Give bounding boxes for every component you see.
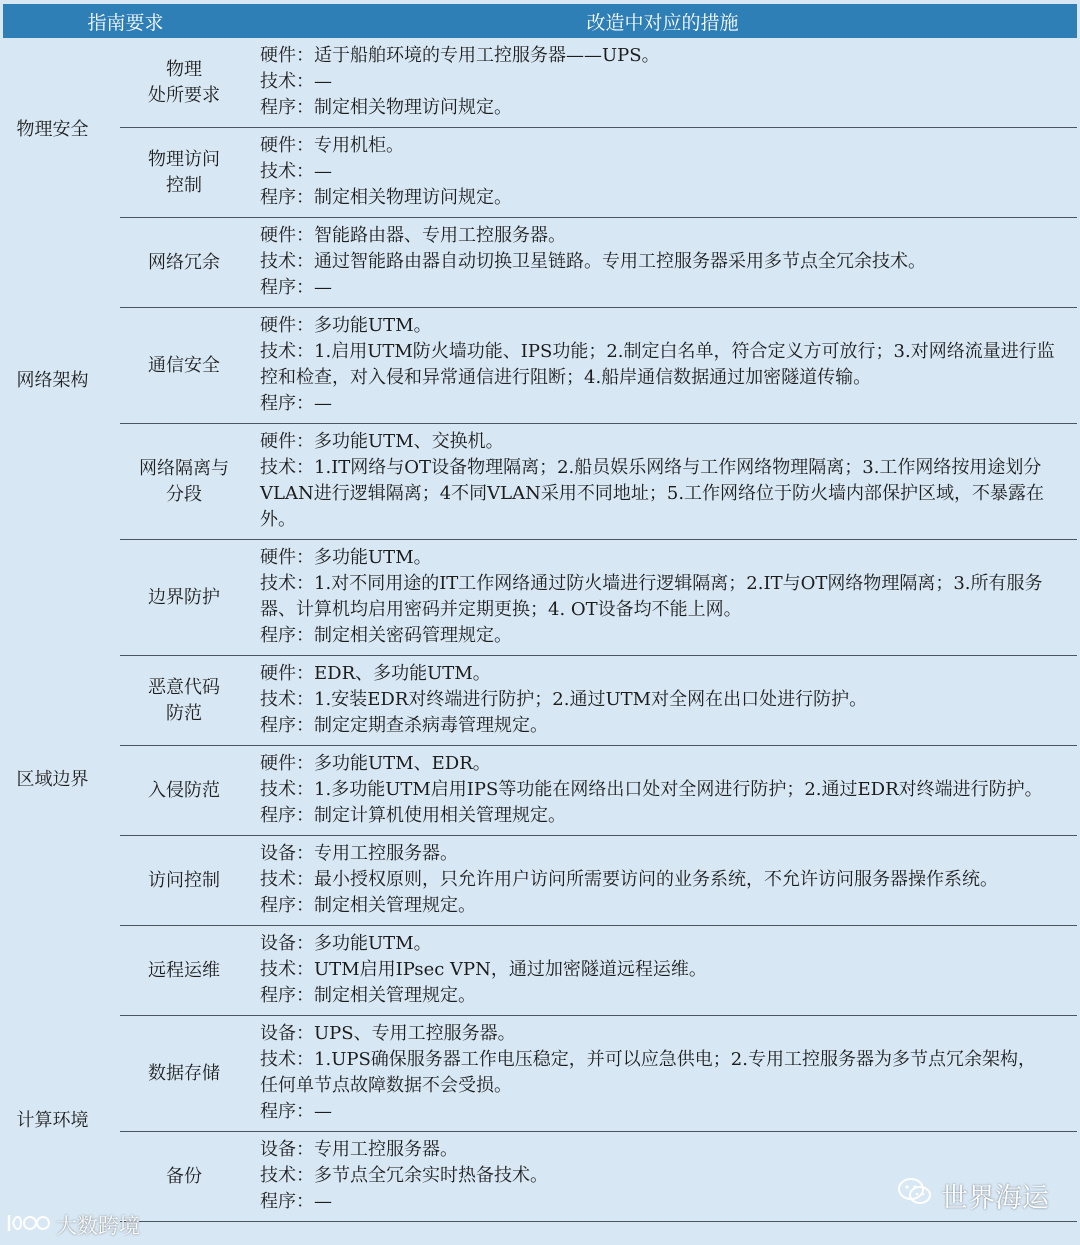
requirement-item-cell: [120, 424, 248, 540]
requirement-item-text: 控制: [166, 174, 202, 196]
table-row: [3, 540, 1077, 656]
measure-line: 技术：1.多功能UTM启用IPS等功能在网络出口处对全网进行防护；2.通过EDR对终端进行防护。: [260, 779, 1043, 800]
category-cell: 网络架构: [16, 369, 89, 391]
requirement-item-text: 处所要求: [148, 84, 220, 106]
measures-cell: [248, 656, 1077, 746]
measure-line: 硬件：智能路由器、专用工控服务器。: [260, 225, 567, 246]
requirement-item-cell: [120, 656, 248, 746]
measure-line: 控和检查，对入侵和异常通信进行阻断；4.船岸通信数据通过加密隧道传输。: [260, 367, 872, 388]
table-row: [3, 38, 1077, 128]
measure-line: 技术：UTM启用IPsec VPN，通过加密隧道远程运维。: [260, 959, 707, 980]
guideline-measures-table: [3, 4, 1077, 1222]
requirement-item-text: 通信安全: [148, 354, 220, 376]
measure-line: 技术：最小授权原则，只允许用户访问所需要访问的业务系统，不允许访问服务器操作系统。: [260, 869, 999, 890]
measure-line: 硬件：适于船舶环境的专用工控服务器——UPS。: [260, 45, 660, 66]
category-cell: 物理安全: [16, 118, 89, 140]
requirement-item-text: 入侵防范: [148, 779, 220, 801]
requirement-item-cell: [120, 836, 248, 926]
watermark-right: [897, 1176, 1049, 1215]
measure-line: 技术：多节点全冗余实时热备技术。: [260, 1165, 549, 1186]
measure-line: 技术：1.对不同用途的IT工作网络通过防火墙进行逻辑隔离；2.IT与OT网络物理隔离；3.所有服务: [260, 573, 1043, 594]
measure-line: 设备：UPS、专用工控服务器。: [260, 1023, 516, 1044]
measure-line: 硬件：多功能UTM。: [260, 315, 432, 336]
requirement-item-text: 分段: [166, 483, 202, 505]
requirement-item-text: 远程运维: [148, 959, 220, 981]
measures-cell: [248, 308, 1077, 424]
measure-line: 硬件：多功能UTM、交换机。: [260, 431, 504, 452]
table-row: [3, 746, 1077, 836]
header-corresponding-measures: 改造中对应的措施: [248, 4, 1077, 38]
measure-line: 器、计算机均启用密码并定期更换；4. OT设备均不能上网。: [260, 599, 742, 620]
measures-cell: [248, 128, 1077, 218]
measures-cell: [248, 218, 1077, 308]
requirement-item-text: 访问控制: [148, 869, 220, 891]
measures-cell: [248, 926, 1077, 1016]
table-row: [3, 836, 1077, 926]
category-cell: 区域边界: [16, 768, 89, 790]
requirement-item-text: 物理: [166, 58, 202, 80]
measure-line: 硬件：EDR、多功能UTM。: [260, 663, 491, 684]
table-row: [3, 218, 1077, 308]
table-row: [3, 1016, 1077, 1132]
table-row: [3, 926, 1077, 1016]
measures-cell: [248, 38, 1077, 128]
wechat-icon: [897, 1176, 933, 1215]
measure-line: 程序：制定相关管理规定。: [260, 985, 477, 1006]
measure-line: 技术：—: [260, 161, 333, 182]
requirement-item-cell: [120, 128, 248, 218]
requirement-item-cell: [120, 1016, 248, 1132]
measure-line: 技术：通过智能路由器自动切换卫星链路。专用工控服务器采用多节点全冗余技术。: [260, 251, 927, 272]
requirement-item-text: 恶意代码: [148, 676, 220, 698]
measure-line: 设备：多功能UTM。: [260, 933, 432, 954]
measures-cell: [248, 1016, 1077, 1132]
measure-line: 任何单节点故障数据不会受损。: [260, 1075, 513, 1096]
measure-line: 技术：1.安装EDR对终端进行防护；2.通过UTM对全网在出口处进行防护。: [260, 689, 868, 710]
measure-line: VLAN进行逻辑隔离；4不同VLAN采用不同地址；5.工作网络位于防火墙内部保护区域，不暴露在: [260, 483, 1045, 504]
watermark-left: [6, 1210, 140, 1240]
table-body: [3, 38, 1077, 1222]
table-row: [3, 308, 1077, 424]
table-row: [3, 656, 1077, 746]
measure-line: 程序：制定相关密码管理规定。: [260, 625, 513, 646]
measure-line: 程序：制定相关物理访问规定。: [260, 97, 513, 118]
measure-line: 外。: [260, 509, 297, 530]
measure-line: 硬件：专用机柜。: [260, 135, 405, 156]
category-cell: 计算环境: [16, 1109, 89, 1131]
requirement-item-cell: [120, 308, 248, 424]
requirement-item-cell: [120, 926, 248, 1016]
table-row: [3, 424, 1077, 540]
requirement-item-text: 网络隔离与: [139, 457, 229, 479]
table-row: [3, 128, 1077, 218]
measures-cell: [248, 836, 1077, 926]
measure-line: 硬件：多功能UTM、EDR。: [260, 753, 491, 774]
requirement-item-text: 边界防护: [148, 586, 220, 608]
measure-line: 技术：1.UPS确保服务器工作电压稳定，并可以应急供电；2.专用工控服务器为多节点冗余架构，: [260, 1049, 1036, 1070]
measure-line: 程序：制定定期查杀病毒管理规定。: [260, 715, 549, 736]
measure-line: 设备：专用工控服务器。: [260, 843, 459, 864]
requirement-item-text: 防范: [166, 702, 202, 724]
measures-cell: [248, 424, 1077, 540]
measure-line: 程序：—: [260, 277, 333, 298]
requirement-item-text: 备份: [166, 1165, 202, 1187]
table-header: [3, 4, 1077, 38]
requirement-item-cell: [120, 540, 248, 656]
measure-line: 程序：—: [260, 393, 333, 414]
measure-line: 程序：制定相关物理访问规定。: [260, 187, 513, 208]
requirement-item-cell: [120, 746, 248, 836]
header-guideline-requirement: 指南要求: [3, 4, 248, 38]
measure-line: 程序：制定计算机使用相关管理规定。: [260, 805, 567, 826]
measure-line: 设备：专用工控服务器。: [260, 1139, 459, 1160]
measure-line: 硬件：多功能UTM。: [260, 547, 432, 568]
measure-line: 技术：—: [260, 71, 333, 92]
measure-line: 技术：1.IT网络与OT设备物理隔离；2.船员娱乐网络与工作网络物理隔离；3.工作网络按用途划分: [260, 457, 1042, 478]
measure-line: 程序：—: [260, 1191, 333, 1212]
requirement-item-text: 网络冗余: [148, 251, 220, 273]
requirement-item-text: 物理访问: [148, 148, 220, 170]
requirement-item-cell: [120, 38, 248, 128]
watermark-left-text: 大数跨境: [56, 1214, 140, 1238]
measure-line: 程序：制定相关管理规定。: [260, 895, 477, 916]
watermark-logo-icon: [6, 1211, 52, 1240]
watermark-right-text: 世界海运: [941, 1183, 1049, 1214]
requirement-item-cell: [120, 218, 248, 308]
requirement-item-text: 数据存储: [148, 1062, 220, 1084]
measure-line: 程序：—: [260, 1101, 333, 1122]
measures-cell: [248, 540, 1077, 656]
requirement-item-cell: [120, 1132, 248, 1222]
measure-line: 技术：1.启用UTM防火墙功能、IPS功能；2.制定白名单，符合定义方可放行；3.对网络流量进行监: [260, 341, 1055, 362]
measures-cell: [248, 746, 1077, 836]
